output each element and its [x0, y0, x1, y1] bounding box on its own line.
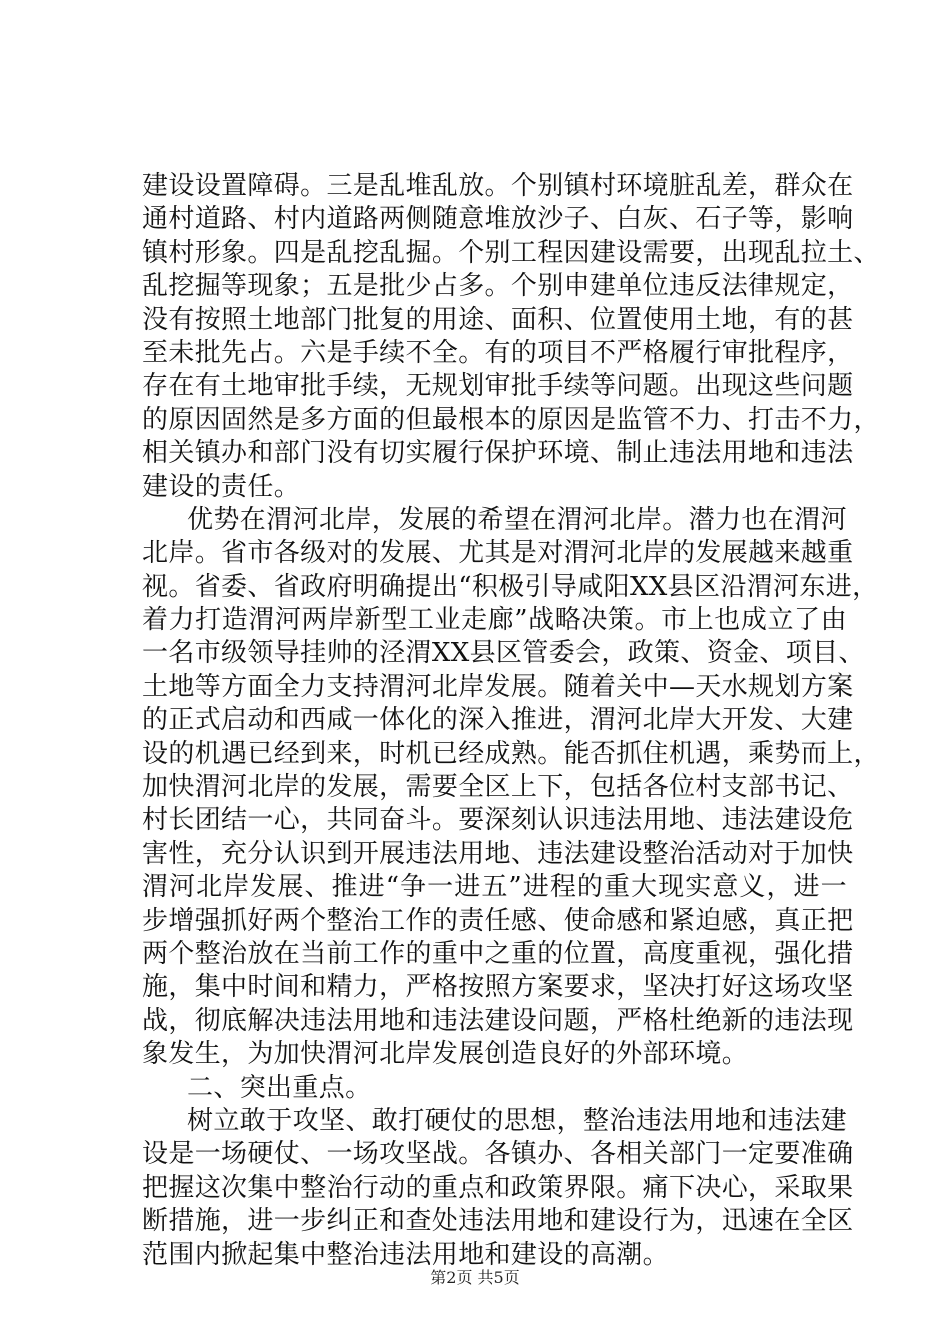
text-line: 渭河北岸发展、推进“争一进五”进程的重大现实意义，进一 — [142, 872, 847, 903]
text-line: 加快渭河北岸的发展，需要全区上下，包括各位村支部书记、 — [142, 772, 854, 803]
page-footer: 第2页 共5页 — [430, 1268, 520, 1287]
text-line: 通村道路、村内道路两侧随意堆放沙子、白灰、石子等，影响 — [142, 204, 854, 235]
text-line: 视。省委、省政府明确提出“积极引导咸阳XX县区沿渭河东进， — [142, 571, 879, 602]
paragraph — [142, 1105, 854, 1272]
text-line: 建设的责任。 — [142, 471, 301, 502]
paragraph — [142, 1072, 847, 1105]
text-line: 象发生，为加快渭河北岸发展创造良好的外部环境。 — [142, 1039, 749, 1070]
text-line: 没有按照土地部门批复的用途、面积、位置使用土地，有的甚 — [142, 304, 854, 335]
text-line: 北岸。省市各级对的发展、尤其是对渭河北岸的发展越来越重 — [142, 538, 854, 569]
text-line: 相关镇办和部门没有切实履行保护环境、制止违法用地和违法 — [142, 438, 854, 469]
text-line: 范围内掀起集中整治违法用地和建设的高潮。 — [142, 1239, 670, 1270]
text-line: 建设设置障碍。三是乱堆乱放。个别镇村环境脏乱差，群众在 — [142, 171, 854, 201]
text-line: 施，集中时间和精力，严格按照方案要求，坚决打好这场攻坚 — [142, 972, 854, 1003]
text-line: 战，彻底解决违法用地和违法建设问题，严格杜绝新的违法现 — [142, 1005, 854, 1036]
text-line: 断措施，进一步纠正和查处违法用地和建设行为，迅速在全区 — [142, 1206, 854, 1237]
text-line: 设是一场硬仗、一场攻坚战。各镇办、各相关部门一定要准确 — [142, 1139, 854, 1170]
text-line: 树立敢于攻坚、敢打硬仗的思想，整治违法用地和违法建 — [187, 1105, 847, 1136]
text-line: 着力打造渭河两岸新型工业走廊”战略决策。市上也成立了由 — [142, 605, 847, 636]
text-line: 的正式启动和西咸一体化的深入推进，渭河北岸大开发、大建 — [142, 705, 854, 736]
text-line: 二、突出重点。 — [187, 1072, 372, 1103]
text-line: 步增强抓好两个整治工作的责任感、使命感和紧迫感，真正把 — [142, 905, 854, 936]
text-line: 的原因固然是多方面的但最根本的原因是监管不力、打击不力， — [142, 404, 880, 435]
text-line: 土地等方面全力支持渭河北岸发展。随着关中—天水规划方案 — [142, 671, 854, 702]
text-line: 村长团结一心，共同奋斗。要深刻认识违法用地、违法建设危 — [142, 805, 854, 836]
text-line: 存在有土地审批手续，无规划审批手续等问题。出现这些问题 — [142, 371, 854, 402]
document-body — [142, 170, 880, 1272]
text-line: 设的机遇已经到来，时机已经成熟。能否抓住机遇，乘势而上， — [142, 738, 880, 769]
text-line: 害性，充分认识到开展违法用地、违法建设整治活动对于加快 — [142, 838, 854, 869]
text-line: 优势在渭河北岸，发展的希望在渭河北岸。潜力也在渭河 — [187, 504, 847, 535]
text-line: 乱挖掘等现象；五是批少占多。个别申建单位违反法律规定， — [142, 271, 854, 302]
text-line: 至未批先占。六是手续不全。有的项目不严格履行审批程序， — [142, 337, 854, 368]
text-line: 一名市级领导挂帅的泾渭XX县区管委会，政策、资金、项目、 — [142, 638, 865, 669]
text-line: 两个整治放在当前工作的重中之重的位置，高度重视，强化措 — [142, 938, 854, 969]
paragraph — [142, 504, 880, 1072]
text-line: 镇村形象。四是乱挖乱掘。个别工程因建设需要，出现乱拉土、 — [142, 237, 880, 268]
paragraph — [142, 170, 880, 504]
text-line: 把握这次集中整治行动的重点和政策界限。痛下决心，采取果 — [142, 1172, 854, 1203]
